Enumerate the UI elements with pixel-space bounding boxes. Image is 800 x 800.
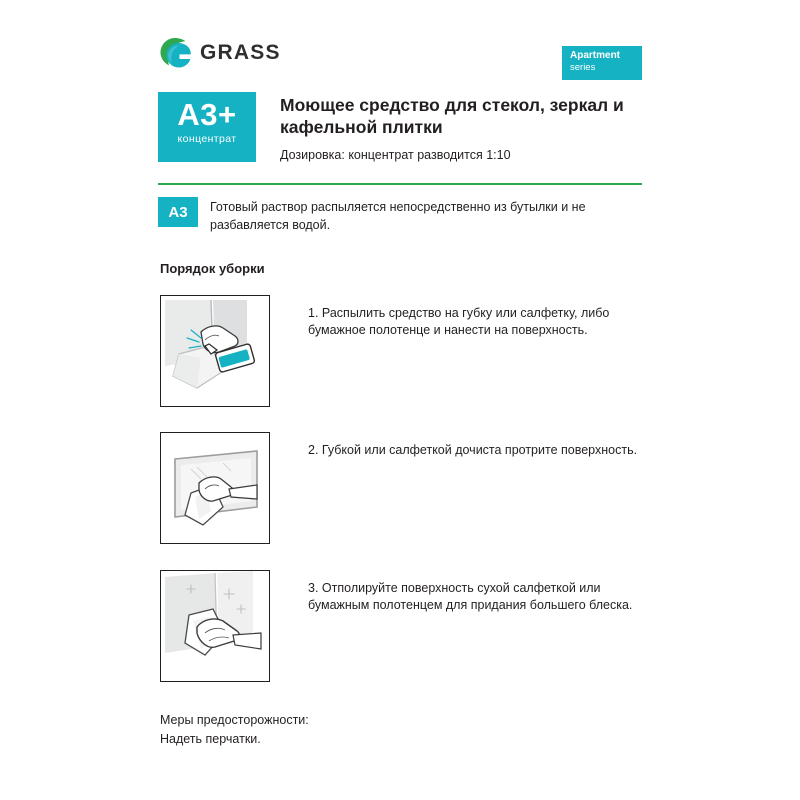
wiping-mirror-illustration bbox=[160, 432, 270, 544]
product-code-value: А3+ bbox=[177, 97, 237, 132]
grass-g-logo-icon bbox=[158, 36, 192, 70]
step-number: 1. bbox=[308, 306, 319, 320]
series-badge-line2: series bbox=[570, 62, 596, 73]
precautions-block bbox=[160, 711, 580, 749]
step-text bbox=[308, 442, 638, 459]
step-number: 3. bbox=[308, 581, 319, 595]
step-text bbox=[308, 580, 638, 614]
product-code-subtitle: концентрат bbox=[177, 133, 237, 145]
product-code-badge bbox=[158, 92, 256, 162]
step-text bbox=[308, 305, 638, 339]
step-description: Губкой или салфеткой дочиста протрите поверхность. bbox=[321, 443, 638, 457]
section-title: Порядок уборки bbox=[160, 261, 265, 276]
precautions-title: Меры предосторожности: bbox=[160, 713, 309, 727]
brand-logo-text: GRASS bbox=[200, 41, 281, 64]
precautions-text: Надеть перчатки. bbox=[160, 732, 261, 746]
header bbox=[158, 36, 642, 84]
step-description: Распылить средство на губку или салфетку, либо бумажное полотенце и нанести на поверхность. bbox=[308, 306, 610, 337]
spray-bottle-on-cloth-illustration bbox=[160, 295, 270, 407]
divider bbox=[158, 183, 642, 185]
note-text: Готовый раствор распыляется непосредственно из бутылки и не разбавляется водой. bbox=[210, 200, 586, 232]
brand-logo bbox=[158, 36, 281, 70]
dosage-text: Дозировка: концентрат разводится 1:10 bbox=[280, 148, 511, 162]
step-number: 2. bbox=[308, 443, 319, 457]
title-block bbox=[280, 94, 642, 163]
series-badge-line1: Apartment bbox=[570, 50, 621, 61]
note-badge: А3 bbox=[158, 197, 198, 227]
step-description: Отполируйте поверхность сухой салфеткой или бумажным полотенцем для придания большего блеска. bbox=[308, 581, 633, 612]
polishing-surface-illustration bbox=[160, 570, 270, 682]
page-title: Моющее средство для стекол, зеркал и кафельной плитки bbox=[280, 95, 624, 137]
series-badge bbox=[562, 46, 642, 80]
